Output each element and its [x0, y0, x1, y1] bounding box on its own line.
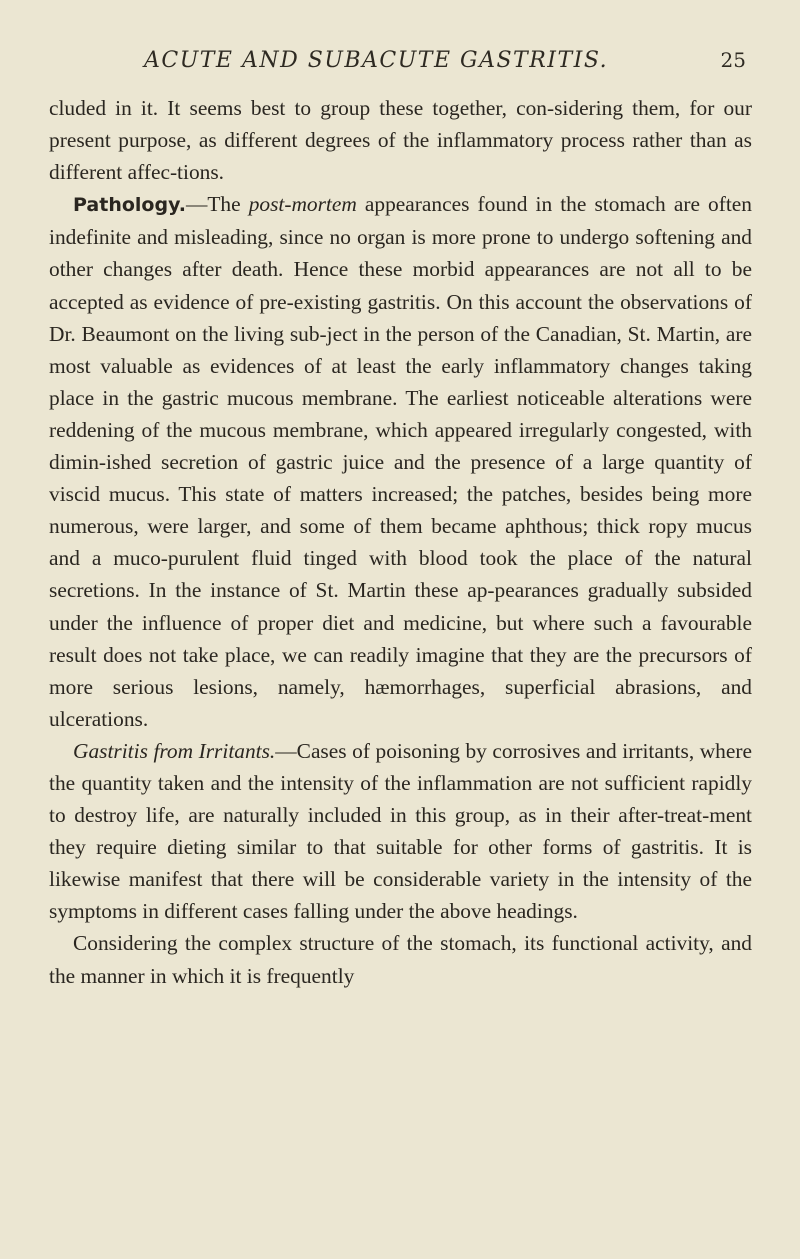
- paragraph-irritants: [49, 735, 752, 928]
- page-header: [49, 42, 752, 82]
- paragraph-considering: [49, 927, 752, 991]
- running-title: ACUTE AND SUBACUTE GASTRITIS.: [144, 48, 609, 73]
- paragraph-pathology: [49, 188, 752, 735]
- paragraph-lead: —The: [185, 192, 249, 217]
- page-number: 25: [720, 48, 746, 72]
- section-heading-pathology: Pathology.: [73, 194, 186, 217]
- paragraph-text: Considering the complex structure of the stomach, its functional activity, and the manner in which it is frequently: [49, 931, 752, 988]
- body-text: [49, 92, 752, 992]
- italic-term: post-mortem: [248, 192, 357, 217]
- paragraph-continuation: [49, 92, 752, 188]
- paragraph-text: —Cases of poisoning by corrosives and irritants, where the quantity taken and the intensity of the inflammation are not sufficient rapidly to destroy life, are naturally included in this group, as in their after-treat-ment they require dieting similar to that suitable for other forms of gastritis. It is likewise manifest that there will be considerable variety in the intensity of the symptoms in different cases falling under the above headings.: [49, 738, 752, 924]
- paragraph-text: appearances found in the stomach are often indefinite and misleading, since no organ is more prone to undergo softening and other changes after death. Hence these morbid appearances are not all to be accepted as evidence of pre-existing gastritis. On this account the observations of Dr. Beaumont on the living sub-ject in the person of the Canadian, St. Martin, are most valuable as evidences of at least the early inflammatory changes taking place in the gastric mucous membrane. The earliest noticeable alterations were reddening of the mucous membrane, which appeared irregularly congested, with dimin-ished secretion of gastric juice and the presence of a large quantity of viscid mucus. This state of matters increased; the patches, besides being more numerous, were larger, and some of them became aphthous; thick ropy mucus and a muco-purulent fluid tinged with blood took the place of the natural secretions. In the instance of St. Martin these ap-pearances gradually subsided under the influence of proper diet and medicine, but where such a favourable result does not take place, we can readily imagine that they are the precursors of more serious lesions, namely, hæmorrhages, superficial abrasions, and ulcerations.: [49, 192, 752, 731]
- paragraph-text: cluded in it. It seems best to group these together, con-sidering them, for our present purpose, as different degrees of the inflammatory process rather than as different affec-tions.: [49, 96, 752, 185]
- section-heading-irritants: Gastritis from Irritants.: [73, 738, 276, 763]
